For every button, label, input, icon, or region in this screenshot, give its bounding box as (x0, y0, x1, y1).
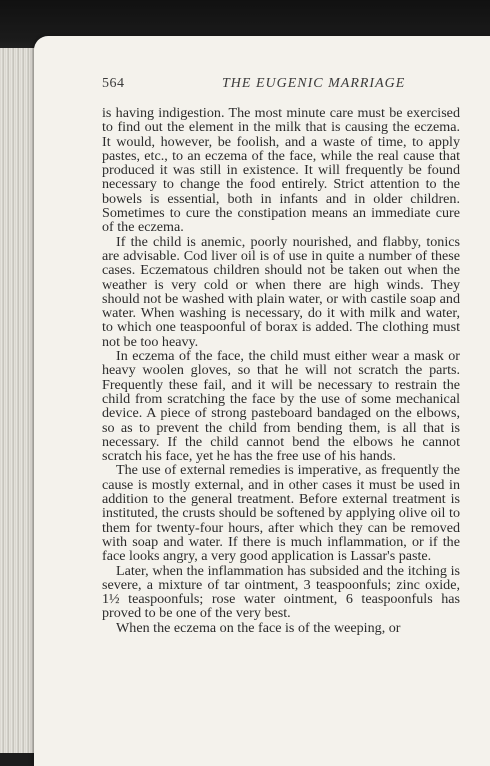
paragraph-5: Later, when the inflammation has subsided and the itching is severe, a mixture of tar ointment, 3 teaspoonfuls; zinc oxide, 1½ teaspoonfuls; rose water ointment, 6 teaspoonfuls has proved to be one of the very best. (102, 562, 460, 622)
body-text (102, 106, 460, 635)
page-number: 564 (102, 76, 125, 91)
page-content (34, 36, 490, 753)
paragraph-3: In eczema of the face, the child must either wear a mask or heavy woolen gloves, so that he will not scratch the parts. Frequently these fail, and it will be necessary to restrain the child from scratching the face by the use of some mechanical device. A piece of strong pasteboard bandaged on the elbows, so as to prevent the child from bending them, is all that is necessary. If the child cannot bend the elbows he cannot scratch his face, yet he has the free use of his hands. (102, 348, 460, 465)
page-header (102, 76, 490, 94)
paragraph-1: is having indigestion. The most minute care must be exercised to find out the element in the milk that is causing the eczema. It would, however, be foolish, and a waste of time, to apply pastes, etc., to an eczema of the face, while the real cause that produced it was still in existence. It will frequently be found necessary to change the food entirely. Strict attention to the bowels is essential, both in infants and in older children. Sometimes to cure the constipation means an immediate cure of the eczema. (102, 105, 460, 236)
paragraph-4: The use of external remedies is imperative, as frequently the cause is mostly external, and in other cases it must be used in addition to the general treatment. Before external treatment is instituted, the crusts should be softened by applying olive oil to them for twenty-four hours, after which they can be removed with soap and water. If there is much inflammation, or if the face looks angry, a very good application is Lassar's paste. (102, 462, 460, 565)
book-page (34, 36, 490, 766)
paragraph-6: When the eczema on the face is of the weeping, or (116, 619, 401, 636)
running-head: THE EUGENIC MARRIAGE (222, 76, 406, 91)
paragraph-2: If the child is anemic, poorly nourished, and flabby, tonics are advisable. Cod liver oil is of use in quite a number of these cases. Eczematous children should not be taken out when the weather is very cold or when there are high winds. They should not be washed with plain water, or with castile soap and water. When washing is necessary, do it with milk and water, to which one teaspoonful of borax is added. The clothing must not be too heavy. (102, 233, 460, 350)
